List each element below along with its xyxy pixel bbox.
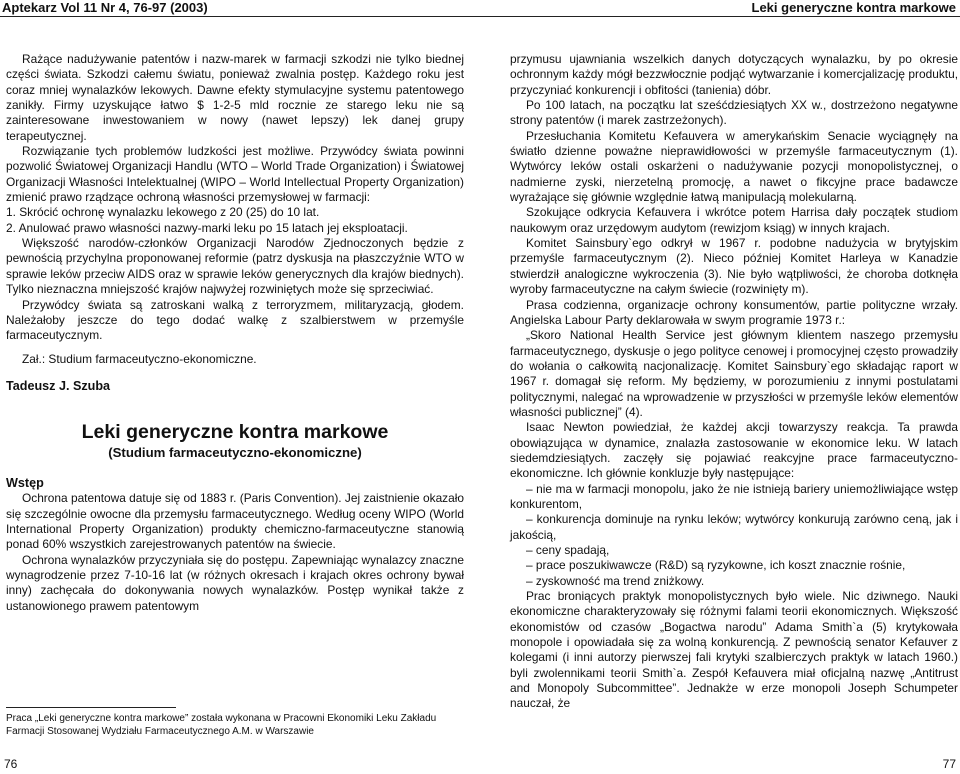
paragraph: Szokujące odkrycia Kefauvera i wkrótce potem Harrisa dały początek studiom naukowym oraz urzędowym audytom (rewizjom ksiąg) w innych krajach. [510, 205, 958, 235]
page-number-right: 77 [942, 757, 956, 771]
paragraph: przymusu ujawniania wszelkich danych dotyczących wynalazku, by po okresie ochronnym każdy mógł bezzwłocznie podjąć wytwarzanie i komercjalizację produktu, przyczyniać konkurencji i obfitości (tanienia) dóbr. [510, 52, 958, 97]
quote-paragraph: „Skoro National Health Service jest głównym klientem naszego przemysłu farmaceutycznego, dyskusje o jego polityce cenowej i promocyjnej często prowadziły do wołania o całkowitą nacjonalizację. Komitet Sainsbury`ego składając raport w 1967 r. domagał się reform. My będziemy, w porozumieniu z innymi postulatami politycznymi, nalegać na wprowadzenie w przyszłości w przemyśle leków elementów własności publicznej” (4). [510, 328, 958, 419]
paragraph: Po 100 latach, na początku lat sześćdziesiątych XX w., dostrzeżono negatywne strony patentów (i marek zastrzeżonych). [510, 98, 958, 128]
paragraph: Komitet Sainsbury`ego odkrył w 1967 r. podobne nadużycia w brytyjskim przemyśle farmaceutycznym (2). Nieco później Komitet Harleya w Kanadzie stwierdził analogiczne wykroczenia (3). Nie było wątpliwości, że choroba dotknęła wyroby farmaceutyczne na całym świecie (rozwinięty m). [510, 236, 958, 297]
article-subtitle: (Studium farmaceutyczno-ekonomiczne) [108, 445, 362, 461]
journal-citation: Aptekarz Vol 11 Nr 4, 76-97 (2003) [2, 0, 208, 15]
paragraph: Prac broniących praktyk monopolistycznych było wiele. Nic dziwnego. Nauki ekonomiczne charakteryzowały się różnymi falami teorii ekonomicznych. Większość ekonomistów od czasów „Bogactwa narodu” Adama Smith`a (5) krytykowała monopole i opowiadała się za wolną konkurencją. Z pewnością senator Kefauver z kolegami (i inni autorzy pierwszej fali krytyki szalbierczych praktyk w latach 1960.) byli zwolennikami teorii Smith`a. Zespół Kefauvera miał oficjalną nazwę „Antitrust and Monopoly Subcommittee”. Jednakże w erze monopoli Joseph Schumpeter nauczał, że [510, 589, 958, 711]
paragraph: Większość narodów-członków Organizacji Narodów Zjednoczonych będzie z pewnością przychylna proponowanej reformie (patrz dyskusja na płaszczyźnie WTO w sprawie leków przeciw AIDS oraz w sprawie leków generycznych dla krajów biednych). Tylko nieznaczna mniejszość krajów najwyżej rozwiniętych może się sprzeciwiać. [6, 236, 464, 297]
section-heading: Wstęp [6, 476, 44, 491]
bullet-item: – zyskowność ma trend zniżkowy. [526, 573, 705, 588]
paragraph: Przywódcy świata są zatroskani walką z terroryzmem, militaryzacją, głodem. Należałoby jeszcze do tego dodać walkę z szalbierstwem w przemyśle farmaceutycznym. [6, 297, 464, 343]
paragraph: Rozwiązanie tych problemów ludzkości jest możliwe. Przywódcy świata powinni pozwolić Światowej Organizacji Handlu (WTO – World Trade Organization) i Światowej Organizacji Własności Intelektualnej (WIPO – World Intellectual Property Organization) zmienić prawo rządzące ochroną własności przemysłowej w farmacji: [6, 144, 464, 205]
bullet-item: – prace poszukiwawcze (R&D) są ryzykowne, ich koszt znacznie rośnie, [526, 558, 906, 573]
paragraph: Ochrona wynalazków przyczyniała się do postępu. Zapewniając wynalazcy znaczne wynagrodzenie przez 7-10-16 lat (w różnych okresach i krajach okres ochrony bywał inny) zachęcała do dokonywania nowych wynalazków. Postęp wynikał także z ustanowionego prawem patentowym [6, 552, 464, 613]
running-title: Leki generyczne kontra markowe [751, 0, 956, 15]
paragraph: Przesłuchania Komitetu Kefauvera w amerykańskim Senacie wyciągnęły na światło dzienne poważne nieprawidłowości w przemyśle farmaceutycznym (1). Wytwórcy leków ostali oskarżeni o nadużywanie pozycji monopolistycznej, o nadmierne zyski, nierzetelną promocję, a nawet o fikcyjne prace badawcze wyrażające się głównie względnie łatwą manipulacją molekularną. [510, 128, 958, 205]
bullet-item: – nie ma w farmacji monopolu, jako że nie istnieją bariery uniemożliwiające wstęp konkurentom, [510, 481, 958, 511]
left-column [6, 52, 464, 614]
paragraph: Isaac Newton powiedział, że każdej akcji towarzyszy reakcja. Ta prawda obowiązująca w dynamice, znalazła zastosowanie w ekonomice leku. W latach siedemdziesiątych. zaczęły się pojawiać reakcyjne prace farmaceutyczno-ekonomiczne. Ich głównie konkluzje były następujące: [510, 420, 958, 481]
header-rule [0, 16, 960, 17]
running-header [0, 0, 960, 16]
page-number-left: 76 [4, 757, 18, 771]
article-title: Leki generyczne kontra markowe [81, 421, 389, 444]
list-item: 2. Anulować prawo własności nazwy-marki leku po 15 latach jej eksploatacji. [6, 220, 408, 235]
paragraph: Prasa codzienna, organizacje ochrony konsumentów, partie polityczne wrzały. Angielska Labour Party deklarowała w swym programie 1973 r.: [510, 297, 958, 327]
list-item: 1. Skrócić ochronę wynalazku lekowego z 20 (25) do 10 lat. [6, 205, 320, 220]
right-column [510, 52, 958, 712]
author-name: Tadeusz J. Szuba [6, 378, 111, 393]
bullet-item: – ceny spadają, [526, 543, 610, 557]
paragraph: Rażące nadużywanie patentów i nazw-marek w farmacji szkodzi nie tylko biednej części świata. Szkodzi całemu światu, ponieważ zwalnia postęp. Każdego roku jest coraz mniej wynalazków lekowych. Dawne efekty stymulacyjne systemu patentowego zanikły. Firmy uzyskujące łatwo $ 1-2-5 mld rocznie ze starego leku nie są zainteresowane inwestowaniem w nowy (nawet lepszy) lek danej grupy terapeutycznej. [6, 52, 464, 143]
bullet-item: – konkurencja dominuje na rynku leków; wytwórcy konkurują zarówno ceną, jak i jakością, [510, 512, 958, 542]
paragraph: Ochrona patentowa datuje się od 1883 r. (Paris Convention). Jej zaistnienie okazało się szczególnie owocne dla przemysłu farmaceutycznego. Według oceny WIPO (World International Property Organization) produkty chemiczno-farmaceutyczne stanowią ponad 60% wszystkich zarejestrowanych patentów na świecie. [6, 491, 464, 552]
attachment-note: Zał.: Studium farmaceutyczno-ekonomiczne. [22, 351, 257, 366]
footnote: Praca „Leki generyczne kontra markowe” została wykonana w Pracowni Ekonomiki Leku Zakładu Farmacji Stosowanej Wydziału Farmaceutycznego A.M. w Warszawie [6, 713, 437, 737]
footnote-rule [6, 707, 176, 708]
